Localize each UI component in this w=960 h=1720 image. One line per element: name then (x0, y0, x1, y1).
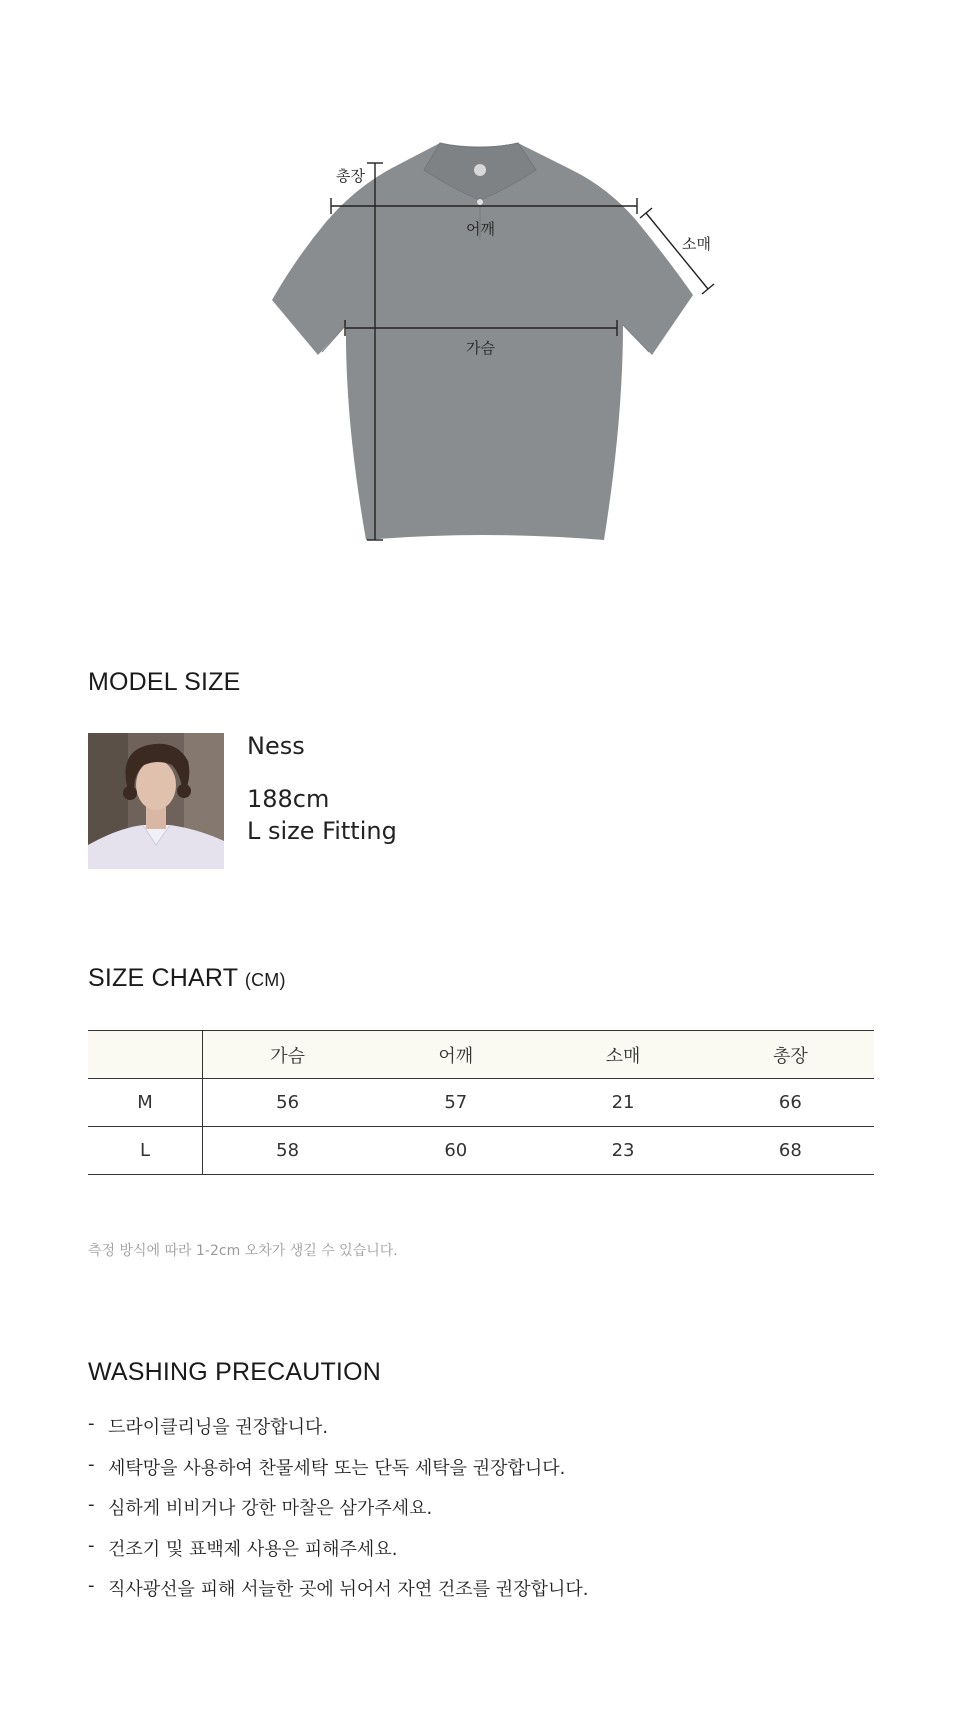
size-cell: M (88, 1079, 203, 1127)
shirt-button (477, 199, 483, 205)
model-portrait-image (88, 733, 224, 869)
washing-item-text: 드라이클리닝을 권장합니다. (108, 1417, 329, 1438)
table-row (88, 1079, 874, 1127)
model-photo (88, 733, 224, 869)
size-chart-table (88, 1030, 874, 1175)
header-cell-size (88, 1031, 203, 1079)
chest-label: 가슴 (466, 340, 495, 357)
shoulder-label: 어깨 (466, 221, 495, 238)
value-cell: 21 (611, 1092, 635, 1113)
measurement-note: 측정 방식에 따라 1-2cm 오차가 생길 수 있습니다. (88, 1243, 398, 1259)
value-cell: 60 (444, 1140, 468, 1161)
washing-item-text: 건조기 및 표백제 사용은 피해주세요. (108, 1538, 398, 1560)
sleeve-label: 소매 (682, 236, 711, 253)
logo-emblem (474, 164, 486, 176)
washing-title: WASHING PRECAUTION (88, 1358, 381, 1386)
washing-item-text: 세탁망을 사용하여 찬물세탁 또는 단독 세탁을 권장합니다. (108, 1457, 566, 1479)
value-cell: 56 (276, 1092, 300, 1113)
table-header-row (88, 1031, 874, 1079)
washing-item-text: 심하게 비비거나 강한 마찰은 삼가주세요. (108, 1498, 433, 1519)
model-size-title: MODEL SIZE (88, 668, 241, 696)
value-cell: 57 (444, 1092, 468, 1113)
size-chart-title (88, 964, 286, 993)
list-item: - 직사광선을 피해 서늘한 곳에 뉘어서 자연 건조를 권장합니다. (88, 1575, 589, 1600)
washing-list (88, 1413, 588, 1616)
size-cell: L (88, 1127, 203, 1175)
model-fitting: L size Fitting (247, 817, 397, 845)
garment-diagram (0, 0, 960, 600)
size-chart-unit: (CM) (244, 970, 286, 990)
length-label: 총장 (336, 168, 365, 185)
header-cell-shoulder: 어깨 (438, 1045, 474, 1067)
header-cell-chest: 가슴 (270, 1045, 305, 1067)
value-cell: 68 (778, 1140, 802, 1161)
size-chart-title-text: SIZE CHART (88, 964, 238, 992)
value-cell: 66 (778, 1092, 802, 1113)
table-row (88, 1127, 874, 1175)
header-cell-sleeve: 소매 (605, 1045, 641, 1067)
washing-item-text: 직사광선을 피해 서늘한 곳에 뉘어서 자연 건조를 권장합니다. (108, 1579, 589, 1600)
list-item: - 심하게 비비거나 강한 마찰은 삼가주세요. (88, 1494, 433, 1519)
list-item: - 건조기 및 표백제 사용은 피해주세요. (88, 1534, 398, 1560)
model-height: 188cm (247, 785, 330, 813)
model-name: Ness (247, 732, 305, 760)
header-cell-length: 총장 (772, 1045, 808, 1067)
list-item: - 세탁망을 사용하여 찬물세탁 또는 단독 세탁을 권장합니다. (88, 1453, 566, 1479)
value-cell: 23 (611, 1140, 635, 1161)
value-cell: 58 (276, 1140, 300, 1161)
polo-shirt-illustration (0, 0, 960, 600)
list-item: - 드라이클리닝을 권장합니다. (88, 1413, 329, 1438)
